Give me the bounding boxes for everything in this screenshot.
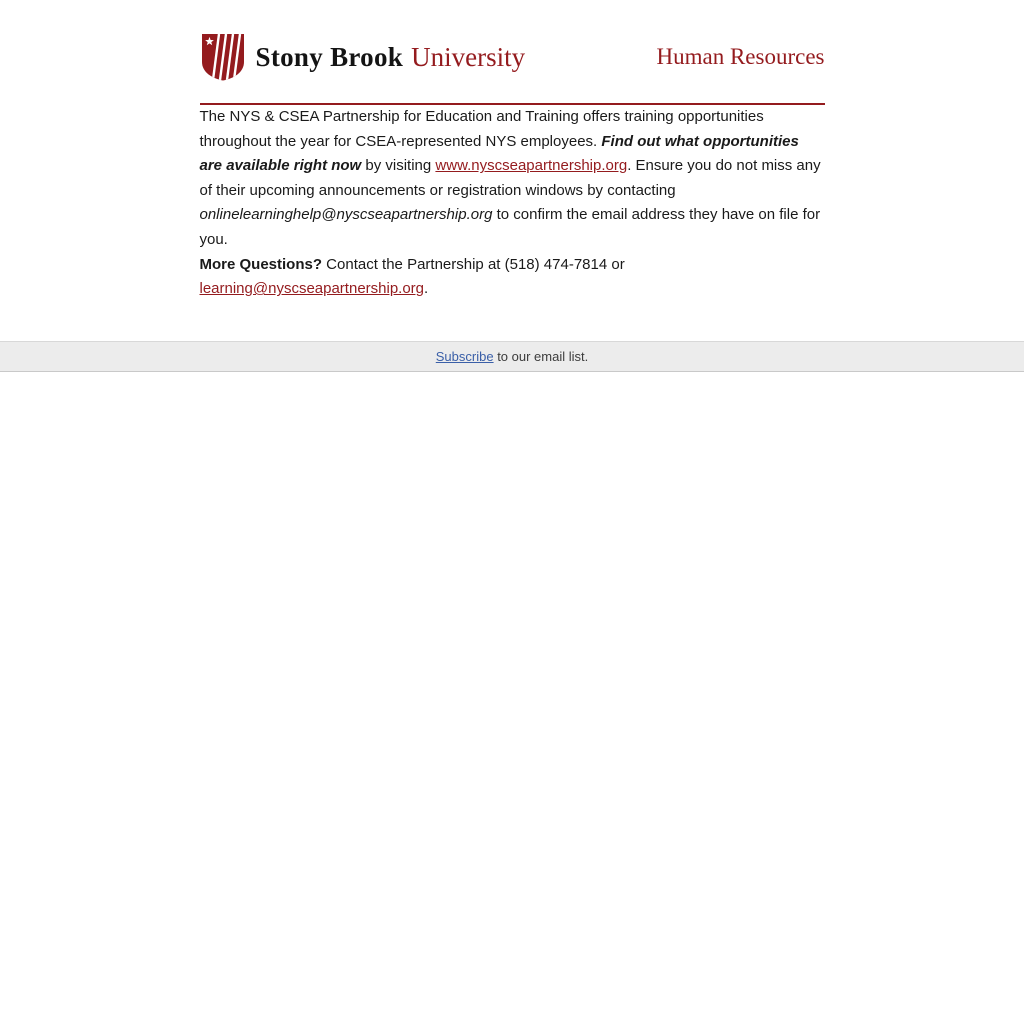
- university-logo-link[interactable]: [200, 32, 526, 82]
- intro-text-3: . Ensure you do not miss any of their upcoming announcements or registration windows by contacting: [199, 157, 821, 199]
- intro-text-4: to confirm the email address they have on file for you.: [199, 206, 821, 248]
- emphasis-text: Find out what opportunities are available right now: [199, 132, 799, 175]
- intro-text-1: The NYS & CSEA Partnership for Education and Training offers training opportunities throughout the year for CSEA-represented NYS employees.: [199, 108, 764, 150]
- department-title: Human Resources: [656, 44, 825, 69]
- questions-text-2: .: [424, 280, 429, 298]
- questions-paragraph: [200, 253, 825, 302]
- help-email-text: onlinelearninghelp@nyscseapartnership.org: [199, 206, 493, 224]
- learning-email-link[interactable]: learning@nyscseapartnership.org: [199, 280, 425, 298]
- logo-wordmark: [256, 42, 526, 73]
- logo-text-primary: Stony Brook: [255, 41, 404, 72]
- partnership-website-link[interactable]: www.nyscseapartnership.org: [435, 157, 628, 175]
- page-content: [200, 0, 825, 302]
- subscribe-bar: [0, 341, 1024, 372]
- subscribe-link[interactable]: Subscribe: [435, 348, 494, 364]
- main-content: [200, 105, 825, 302]
- subscribe-suffix-text: to our email list.: [493, 348, 589, 364]
- logo-text-secondary: University: [411, 41, 526, 72]
- more-questions-label: More Questions?: [199, 255, 323, 273]
- intro-text-2: by visiting: [361, 157, 436, 175]
- subscribe-bar-text: [436, 349, 588, 364]
- questions-text-1: Contact the Partnership at (518) 474-7814 or: [322, 255, 625, 273]
- intro-paragraph: [200, 105, 825, 253]
- header: [200, 0, 825, 82]
- stony-brook-shield-icon: [200, 32, 246, 82]
